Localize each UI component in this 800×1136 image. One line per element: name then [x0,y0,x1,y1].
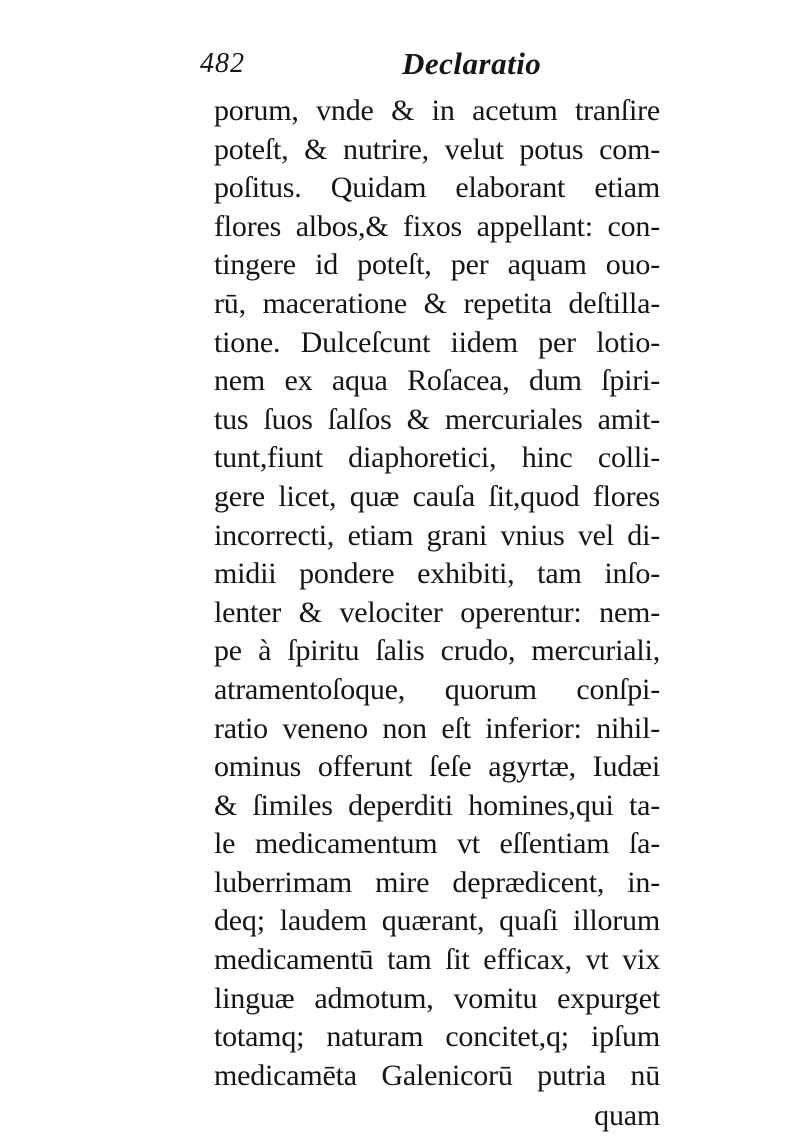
text-line: tunt,fiunt diaphoretici, hinc colli- [214,441,660,475]
text-line: nem ex aqua Roſacea, dum ſpiri- [214,364,660,398]
text-line: lenter & velociter operentur: nem- [214,595,660,629]
page-header [196,42,666,86]
text-line: medicamentū tam ſit efficax, vt vix [214,943,660,977]
text-line: tus ſuos ſalſos & mercuriales amit- [214,402,660,436]
text-line: flores albos,& fixos appellant: con- [214,209,660,243]
text-line: le medicamentum vt eſſentiam ſa- [214,827,660,861]
text-line: medicamēta Galenicorū putria nū [214,1058,660,1092]
text-line: poteſt, & nutrire, velut potus com- [214,132,660,166]
text-line: ratio veneno non eſt inferior: nihil- [214,711,660,745]
text-line: ominus offerunt ſeſe agyrtæ, Iudæi [214,750,660,784]
text-line: pe à ſpiritu ſalis crudo, mercuriali, [214,634,660,668]
running-head: Declaratio [402,46,542,81]
body-text [214,92,660,1136]
text-line: midii pondere exhibiti, tam inſo- [214,557,660,591]
text-line: linguæ admotum, vomitu expurget [214,981,660,1015]
page-number: 482 [200,48,245,79]
text-line: porum, vnde & in acetum tranſire [214,94,660,127]
catchword: quam [594,1099,660,1133]
text-line: & ſimiles deperditi homines,qui ta- [214,788,660,822]
text-line: deq; laudem quærant, quaſi illorum [214,904,660,938]
text-line: totamq; naturam concitet,q; ipſum [214,1020,660,1054]
text-line: tione. Dulceſcunt iidem per lotio- [214,325,660,359]
text-line: atramentoſoque, quorum conſpi- [214,672,660,706]
text-line: incorrecti, etiam grani vnius vel di- [214,518,660,552]
text-line: poſitus. Quidam elaborant etiam [214,171,660,205]
text-line: tingere id poteſt, per aquam ouo- [214,248,660,282]
text-line: rū, maceratione & repetita deſtilla- [214,286,660,320]
text-line: gere licet, quæ cauſa ſit,quod flores [214,479,660,513]
text-line: luberrimam mire deprædicent, in- [214,865,660,899]
